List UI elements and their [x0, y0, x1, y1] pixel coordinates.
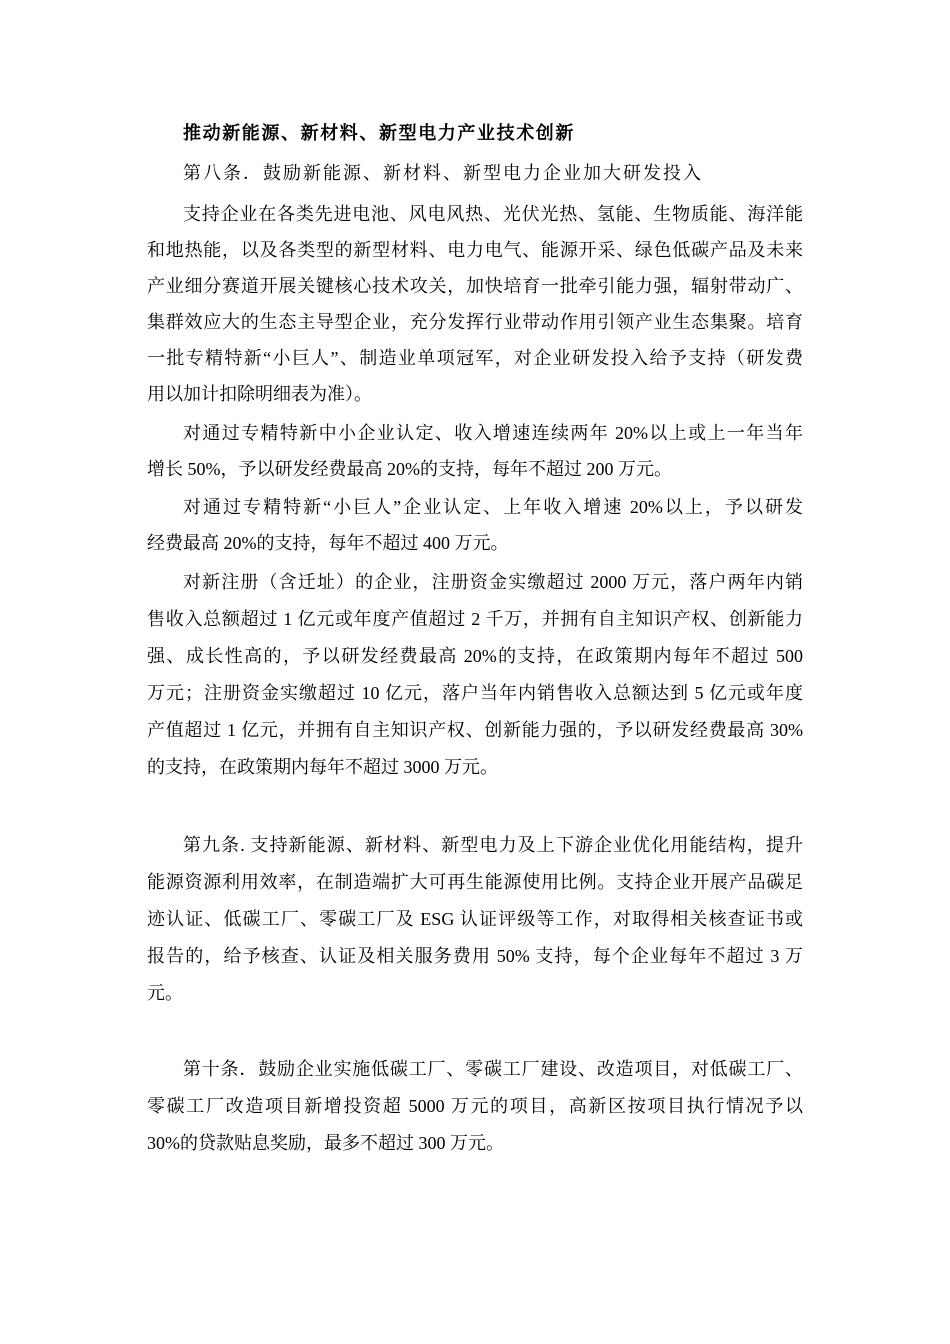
- paragraph-line: 的支持，在政策期内每年不超过 3000 万元。: [147, 757, 498, 777]
- paragraph-line: 迹认证、低碳工厂、零碳工厂及 ESG 认证评级等工作，对取得相关核查证书或: [147, 909, 803, 929]
- paragraph-line: 第十条．鼓励企业实施低碳工厂、零碳工厂建设、改造项目，对低碳工厂、: [183, 1059, 803, 1079]
- paragraph-line: 强、成长性高的，予以研发经费最高 20%的支持，在政策期内每年不超过 500: [147, 646, 803, 666]
- sme-support-paragraph: [147, 415, 803, 487]
- paragraph-line: 产值超过 1 亿元，并拥有自主知识产权、创新能力强的，予以研发经费最高 30%: [147, 720, 803, 740]
- paragraph-line: 支持企业在各类先进电池、风电风热、光伏光热、氢能、生物质能、海洋能: [183, 204, 803, 224]
- document-body: [147, 115, 803, 1162]
- paragraph-line: 增长 50%，予以研发经费最高 20%的支持，每年不超过 200 万元。: [147, 459, 672, 479]
- paragraph-line: 对新注册（含迁址）的企业，注册资金实缴超过 2000 万元，落户两年内销: [183, 572, 803, 592]
- paragraph-line: 和地热能，以及各类型的新型材料、电力电气、能源开采、绿色低碳产品及未来: [147, 240, 803, 260]
- paragraph-line: 万元；注册资金实缴超过 10 亿元，落户当年内销售收入总额达到 5 亿元或年度: [147, 683, 803, 703]
- little-giant-support-paragraph: [147, 489, 803, 561]
- paragraph-line: 第九条. 支持新能源、新材料、新型电力及上下游企业优化用能结构，提升: [183, 835, 803, 855]
- paragraph-line: 30%的贷款贴息奖励，最多不超过 300 万元。: [147, 1133, 504, 1153]
- section-title: 推动新能源、新材料、新型电力产业技术创新: [183, 123, 575, 143]
- paragraph-line: 经费最高 20%的支持，每年不超过 400 万元。: [147, 533, 509, 553]
- paragraph-line: 对通过专精特新“小巨人”企业认定、上年收入增速 20%以上，予以研发: [183, 497, 803, 517]
- paragraph-line: 售收入总额超过 1 亿元或年度产值超过 2 千万，并拥有自主知识产权、创新能力: [147, 609, 803, 629]
- paragraph-line: 产业细分赛道开展关键核心技术攻关，加快培育一批牵引能力强，辐射带动广、: [147, 276, 803, 296]
- paragraph-line: 零碳工厂改造项目新增投资超 5000 万元的项目，高新区按项目执行情况予以: [147, 1096, 803, 1116]
- paragraph-line: 集群效应大的生态主导型企业，充分发挥行业带动作用引领产业生态集聚。培育: [147, 312, 803, 332]
- new-registration-support-paragraph: [147, 564, 803, 786]
- article-10-paragraph: [147, 1051, 803, 1162]
- paragraph-line: 一批专精特新“小巨人”、制造业单项冠军，对企业研发投入给予支持（研发费: [147, 348, 803, 368]
- paragraph-line: 用以加计扣除明细表为准）。: [147, 384, 372, 404]
- paragraph-line: 能源资源利用效率，在制造端扩大可再生能源使用比例。支持企业开展产品碳足: [147, 872, 803, 892]
- article-9-paragraph: [147, 827, 803, 1012]
- paragraph-line: 对通过专精特新中小企业认定、收入增速连续两年 20%以上或上一年当年: [183, 423, 803, 443]
- article-8-body-paragraph: [147, 196, 803, 412]
- article-8-heading: 第八条．鼓励新能源、新材料、新型电力企业加大研发投入: [183, 163, 703, 183]
- paragraph-line: 元。: [147, 983, 183, 1003]
- paragraph-line: 报告的，给予核查、认证及相关服务费用 50% 支持，每个企业每年不超过 3 万: [147, 946, 803, 966]
